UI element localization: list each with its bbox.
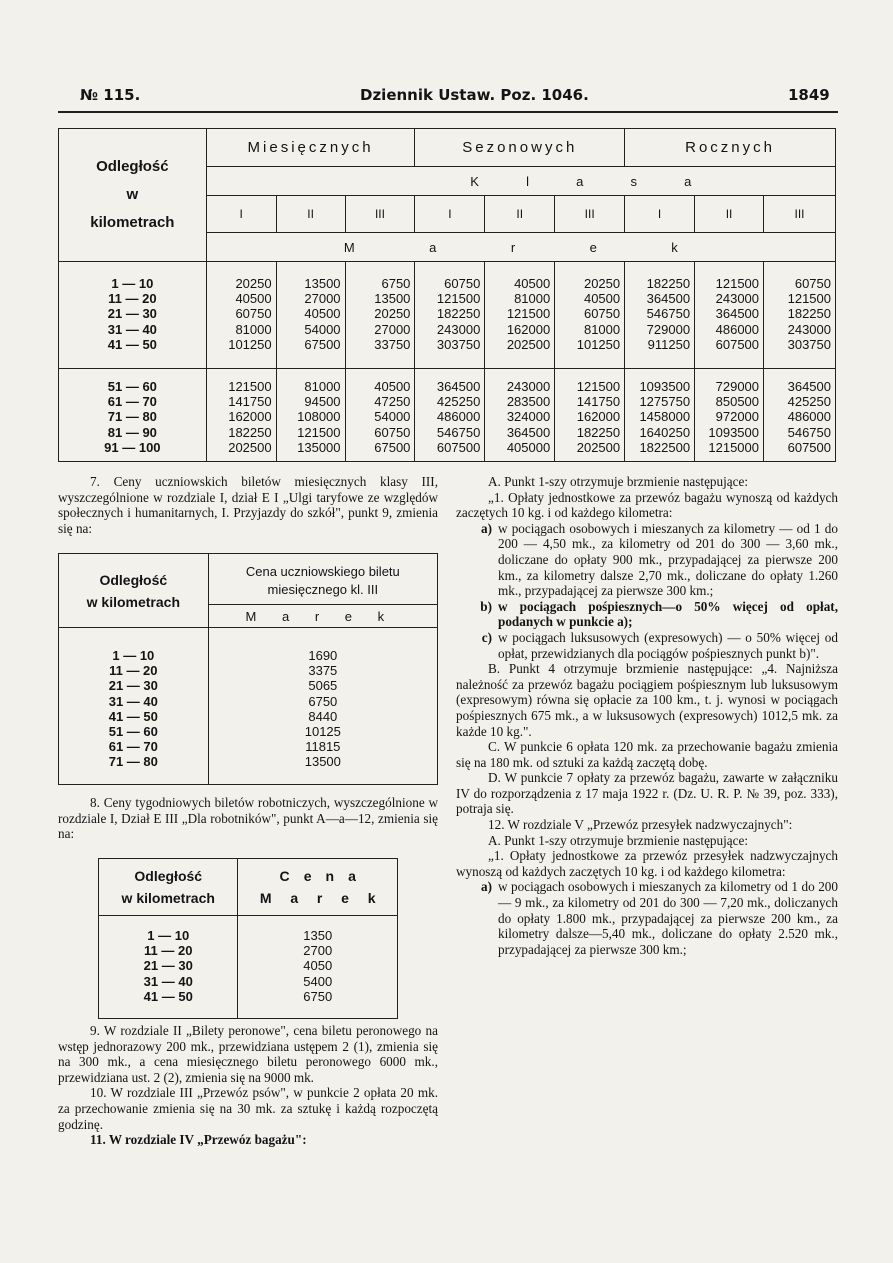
t1-values: 1690 3375 5065 6750 8440 10125 11815 13500 (208, 628, 437, 785)
paragraph-8: 8. Ceny tygodniowych biletów robotniczych, wyszczególnione w rozdziale I, Dział E III „Dla robotników", punkt A—a—12, zmienia się na: (58, 795, 438, 842)
class-label: II (695, 196, 764, 233)
worker-ticket-table (98, 858, 398, 1019)
price-cell: 729000 850500 972000 1093500 1215000 (695, 369, 764, 462)
section-d: D. W punkcie 7 opłaty za przewóz bagażu, zawarte w załączniku IV do rozporządzenia z 17 maja 1922 r. (Dz. U. R. P. № 39, poz. 333), potraja się. (456, 770, 838, 817)
main-fare-table (58, 128, 836, 462)
price-cell: 81000 94500 108000 121500 135000 (276, 369, 345, 462)
class-label: III (345, 196, 415, 233)
list-item: b) w pociągach pośpiesznych—o 50% więcej od opłat, podanych w punkcie a); (480, 598, 838, 630)
list-item: c) w pociągach luksusowych (expresowych) — o 50% więcej od opłat, przewidzianych dla pociągów pośpiesznych punkt b)". (481, 629, 838, 661)
price-cell: 364500 425250 486000 546750 607500 (415, 369, 485, 462)
t1-distance-header: Odległość w kilometrach (59, 554, 209, 628)
list-item: a) w pociągach osobowych i mieszanych za kilometry od 1 do 200 — 9 mk., za kilometry od 201 do 300 — 7,20 mk., doliczanych do opłaty 1.800 mk., przypadającej za pierwsze 200 km., za kilometry dalsze—5,40 mk., doliczane do opłaty 2.520 mk., przypadającej za pierwsze 300 km.; (481, 879, 838, 957)
class-label: III (764, 196, 836, 233)
price-cell: 121500 141750 162000 182250 202500 (555, 369, 625, 462)
page-number: 1849 (788, 86, 830, 104)
class-label: III (555, 196, 625, 233)
marek-row: M a r e k (206, 233, 835, 262)
page-header (80, 86, 840, 110)
paragraph-12: 12. W rozdziale V „Przewóz przesyłek nadzwyczajnych": (488, 817, 793, 833)
price-cell: 121500 141750 162000 182250 202500 (206, 369, 276, 462)
group-monthly: Miesięcznych (206, 129, 415, 167)
price-cell: 60750 121500 182250 243000 303750 (764, 262, 836, 369)
price-cell: 121500 243000 364500 486000 607500 (695, 262, 764, 369)
price-cell: 6750 13500 20250 27000 33750 (345, 262, 415, 369)
header-rule (58, 111, 838, 113)
section-a-text: „1. Opłaty jednostkowe za przewóz bagażu wynoszą od każdych zaczętych 10 kg. i od każdego kilometra: (456, 489, 838, 521)
km-list-1: 1 — 10 11 — 20 21 — 30 31 — 40 41 — 50 (59, 262, 207, 369)
paragraph-7: 7. Ceny uczniowskich biletów miesięcznych klasy III, wyszczególnione w rozdziale I, dział E I „Ulgi taryfowe ze względów społecznych i humanitarnych, I. Przyjazdy do szkół", punkt 9, zmienia się na: (58, 474, 438, 536)
price-cell: 364500 425250 486000 546750 607500 (764, 369, 836, 462)
price-cell: 20250 40500 60750 81000 101250 (206, 262, 276, 369)
t2-price-header: C e n a M a r e k (238, 859, 398, 916)
right-column (456, 474, 838, 957)
paragraph-10: 10. W rozdziale III „Przewóz psów", w punkcie 2 opłata 20 mk. za przechowanie zmienia się na 30 mk. za sztukę i każdą rozpoczętą godzinę. (58, 1085, 438, 1132)
t2-distance-header: Odległość w kilometrach (99, 859, 238, 916)
section-c: C. W punkcie 6 opłata 120 mk. za przechowanie bagażu zmienia się na 180 mk. od sztuki za każdą zaczętą dobę. (456, 739, 838, 770)
group-yearly: Rocznych (625, 129, 836, 167)
issue-number: № 115. (80, 86, 141, 104)
t1-km-list: 1 — 10 11 — 20 21 — 30 31 — 40 41 — 50 51 — 60 61 — 70 71 — 80 (59, 628, 209, 785)
price-cell: 182250 364500 546750 729000 911250 (625, 262, 695, 369)
left-column-bottom (58, 1023, 438, 1148)
t2-km-list: 1 — 10 11 — 20 21 — 30 31 — 40 41 — 50 (99, 916, 238, 1019)
data-block-2 (59, 369, 836, 462)
section-a2-heading: A. Punkt 1-szy otrzymuje brzmienie następujące: (488, 832, 749, 848)
price-cell: 40500 81000 121500 162000 202500 (485, 262, 555, 369)
price-cell: 13500 27000 40500 54000 67500 (276, 262, 345, 369)
data-block-1 (59, 262, 836, 369)
t1-price-header: Cena uczniowskiego biletu miesięcznego kl. III (208, 554, 437, 605)
t1-marek-row: M a r e k (208, 605, 437, 628)
price-cell: 243000 283500 324000 364500 405000 (485, 369, 555, 462)
km-list-2: 51 — 60 61 — 70 71 — 80 81 — 90 91 — 100 (59, 369, 207, 462)
class-label: I (206, 196, 276, 233)
section-a-heading: A. Punkt 1-szy otrzymuje brzmienie następujące: (488, 474, 749, 489)
t2-values: 1350 2700 4050 5400 6750 (238, 916, 398, 1019)
distance-header: Odległość w kilometrach (59, 129, 207, 262)
group-seasonal: Sezonowych (415, 129, 625, 167)
left-column-mid (58, 795, 438, 842)
class-label: II (276, 196, 345, 233)
price-cell: 40500 47250 54000 60750 67500 (345, 369, 415, 462)
price-cell: 1093500 1275750 1458000 1640250 1822500 (625, 369, 695, 462)
student-ticket-table (58, 553, 438, 785)
section-a2-text: „1. Opłaty jednostkowe za przewóz przesyłek nadzwyczajnych wynoszą od każdych zaczętych 10 kg. i od każdego kilometra: (456, 848, 838, 879)
klasa-row: K l a s a (206, 167, 835, 196)
left-column-top (58, 474, 438, 536)
list-item: a) w pociągach osobowych i mieszanych za kilometry — od 1 do 200 — 4,50 mk., za kilometry od 201 do 300 — 3,60 mk., doliczane do opłaty 900 mk., przypadającej za pierwsze 200 km., za kilometry dalsze 2,70 mk., doliczane do opłaty 1.260 mk., przypadającej za pierwsze 300 km.; (481, 520, 838, 599)
price-cell: 20250 40500 60750 81000 101250 (555, 262, 625, 369)
section-b: B. Punkt 4 otrzymuje brzmienie następujące: „4. Najniższa należność za przewóz bagażu pociągiem pośpiesznym lub luksusowym (expresowym) równa się opłacie za 100 km., t. j. wynosi w pociągach pośpiesznych 675 mk., a w luksusowych (expresowych) 1012,5 mk. za każde 10 kg.". (456, 661, 838, 739)
journal-title: Dziennik Ustaw. Poz. 1046. (360, 86, 589, 104)
paragraph-11: 11. W rozdziale IV „Przewóz bagażu": (90, 1132, 307, 1148)
class-label: II (485, 196, 555, 233)
class-label: I (625, 196, 695, 233)
class-label: I (415, 196, 485, 233)
price-cell: 60750 121500 182250 243000 303750 (415, 262, 485, 369)
paragraph-9: 9. W rozdziale II „Bilety peronowe", cena biletu peronowego na wstęp jednorazowy 200 mk., przewidziana ustępem 2 (1), zmienia się na 300 mk., a cena miesięcznego biletu peronowego 6000 mk., przewidziana ust. 2 (2), zmienia się na 9000 mk. (58, 1023, 438, 1085)
